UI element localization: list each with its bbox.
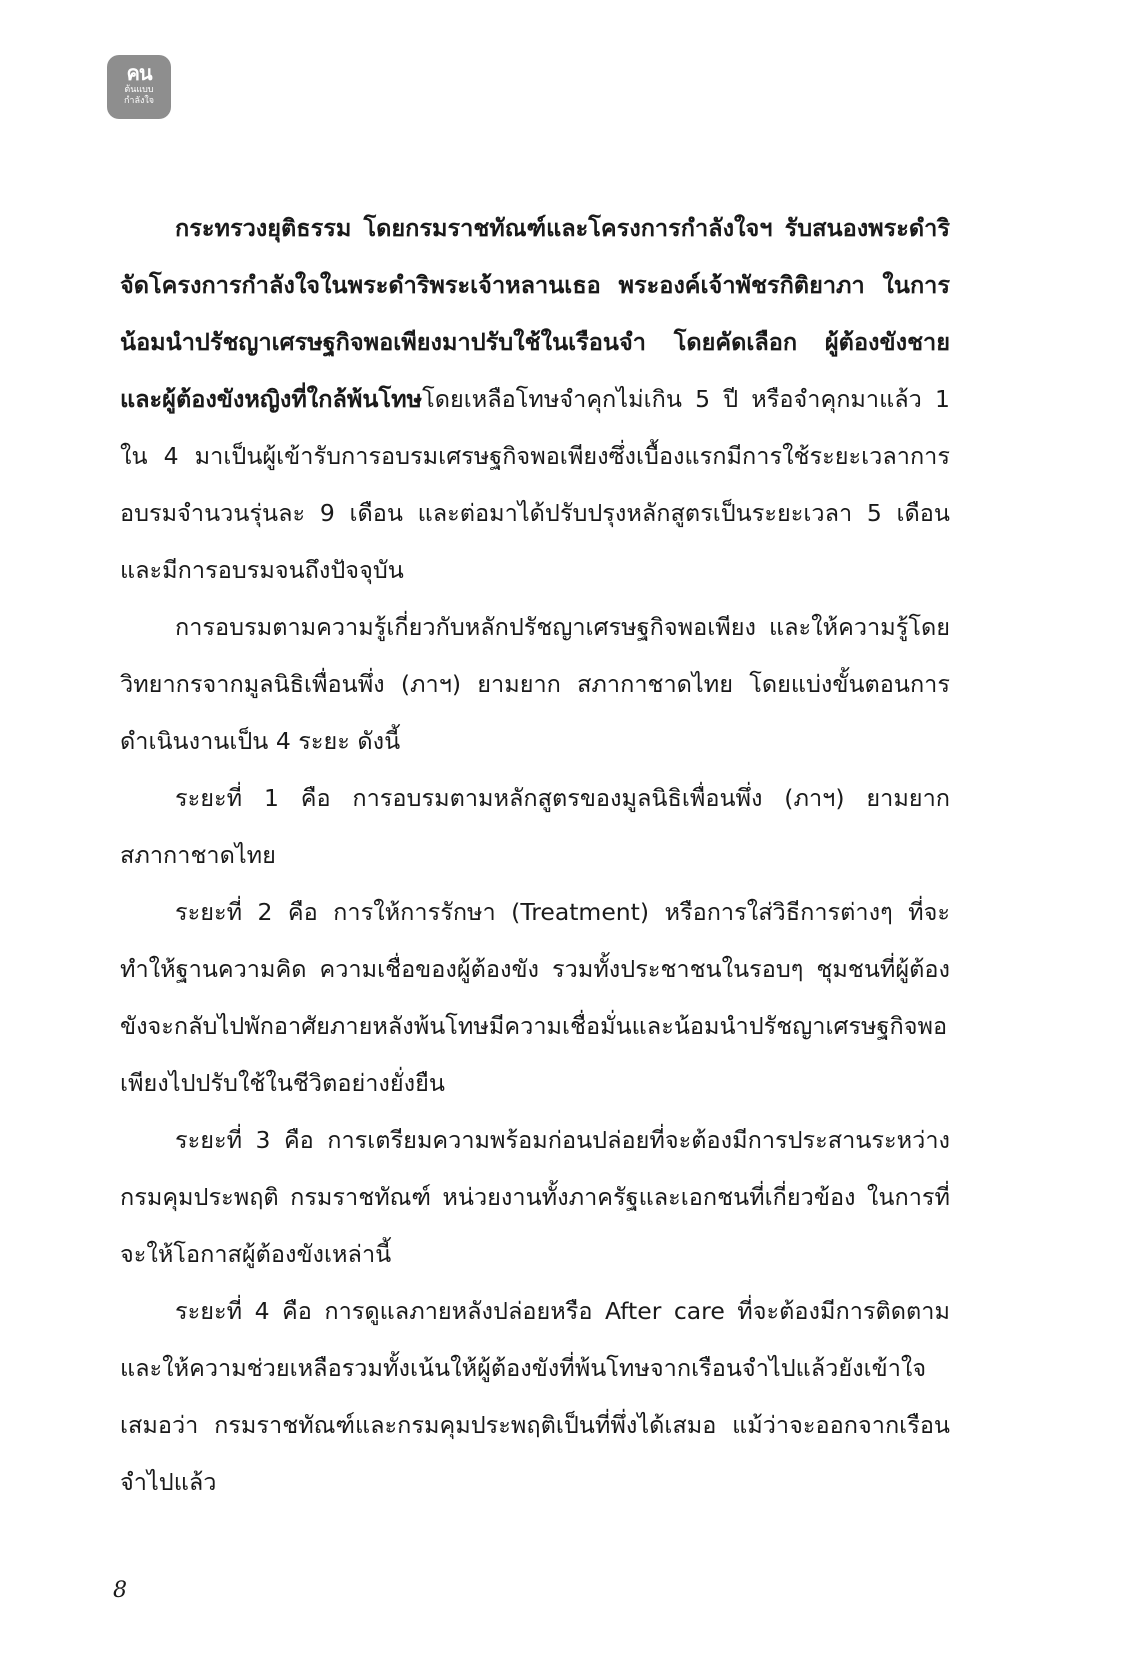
logo-subtitle-line-2: กำลังใจ xyxy=(123,96,155,106)
body-text xyxy=(120,200,950,1511)
paragraph-phase-4: ระยะที่ 4 คือ การดูแลภายหลังปล่อยหรือ After care ที่จะต้องมีการติดตามและให้ความช่วยเหลือรวมทั้งเน้นให้ผู้ต้องขังที่พ้นโทษจากเรือนจำไปแล้วยังเข้าใจเสมอว่า กรมราชทัณฑ์และกรมคุมประพฤติเป็นที่พึ่งได้เสมอ แม้ว่าจะออกจากเรือนจำไปแล้ว xyxy=(120,1297,950,1496)
paragraph-intro-text: โดยเหลือโทษจำคุกไม่เกิน 5 ปี หรือจำคุกมาแล้ว 1 ใน 4 มาเป็นผู้เข้ารับการอบรมเศรษฐกิจพอเพียงซึ่งเบื้องแรกมีการใช้ระยะเวลาการอบรมจำนวนรุ่นละ 9 เดือน และต่อมาได้ปรับปรุงหลักสูตรเป็นระยะเวลา 5 เดือน และมีการอบรมจนถึงปัจจุบัน xyxy=(120,385,950,584)
publication-logo xyxy=(107,55,171,119)
logo-subtitle-line-1: ต้นแบบ xyxy=(124,85,154,95)
paragraph-intro-bold: กระทรวงยุติธรรม โดยกรมราชทัณฑ์และโครงการกำลังใจฯ รับสนองพระดำริจัดโครงการกำลังใจในพระดำริพระเจ้าหลานเธอ พระองค์เจ้าพัชรกิติยาภา ในการน้อมนำปรัชญาเศรษฐกิจพอเพียงมาปรับใช้ในเรือนจำ โดยคัดเลือก ผู้ต้องขังชายและผู้ต้องขังหญิงที่ใกล้พ้นโทษ xyxy=(120,214,950,413)
page-number: 8 xyxy=(113,1578,127,1603)
paragraph-training: การอบรมตามความรู้เกี่ยวกับหลักปรัชญาเศรษฐกิจพอเพียง และให้ความรู้โดยวิทยากรจากมูลนิธิเพื่อนพึ่ง (ภาฯ) ยามยาก สภากาชาดไทย โดยแบ่งขั้นตอนการดำเนินงานเป็น 4 ระยะ ดังนี้ xyxy=(120,613,950,755)
paragraph-phase-1: ระยะที่ 1 คือ การอบรมตามหลักสูตรของมูลนิธิเพื่อนพึ่ง (ภาฯ) ยามยาก สภากาชาดไทย xyxy=(120,784,950,869)
paragraph-phase-3: ระยะที่ 3 คือ การเตรียมความพร้อมก่อนปล่อยที่จะต้องมีการประสานระหว่างกรมคุมประพฤติ กรมราชทัณฑ์ หน่วยงานทั้งภาครัฐและเอกชนที่เกี่ยวข้อง ในการที่จะให้โอกาสผู้ต้องขังเหล่านี้ xyxy=(120,1126,950,1268)
paragraph-intro xyxy=(120,200,950,599)
paragraph-phase-2: ระยะที่ 2 คือ การให้การรักษา (Treatment) หรือการใส่วิธีการต่างๆ ที่จะทำให้ฐานความคิด ความเชื่อของผู้ต้องขัง รวมทั้งประชาชนในรอบๆ ชุมชนที่ผู้ต้องขังจะกลับไปพักอาศัยภายหลังพ้นโทษมีความเชื่อมั่นและน้อมนำปรัชญาเศรษฐกิจพอเพียงไปปรับใช้ในชีวิตอย่างยั่งยืน xyxy=(120,898,950,1097)
logo-title: คน xyxy=(126,61,152,85)
